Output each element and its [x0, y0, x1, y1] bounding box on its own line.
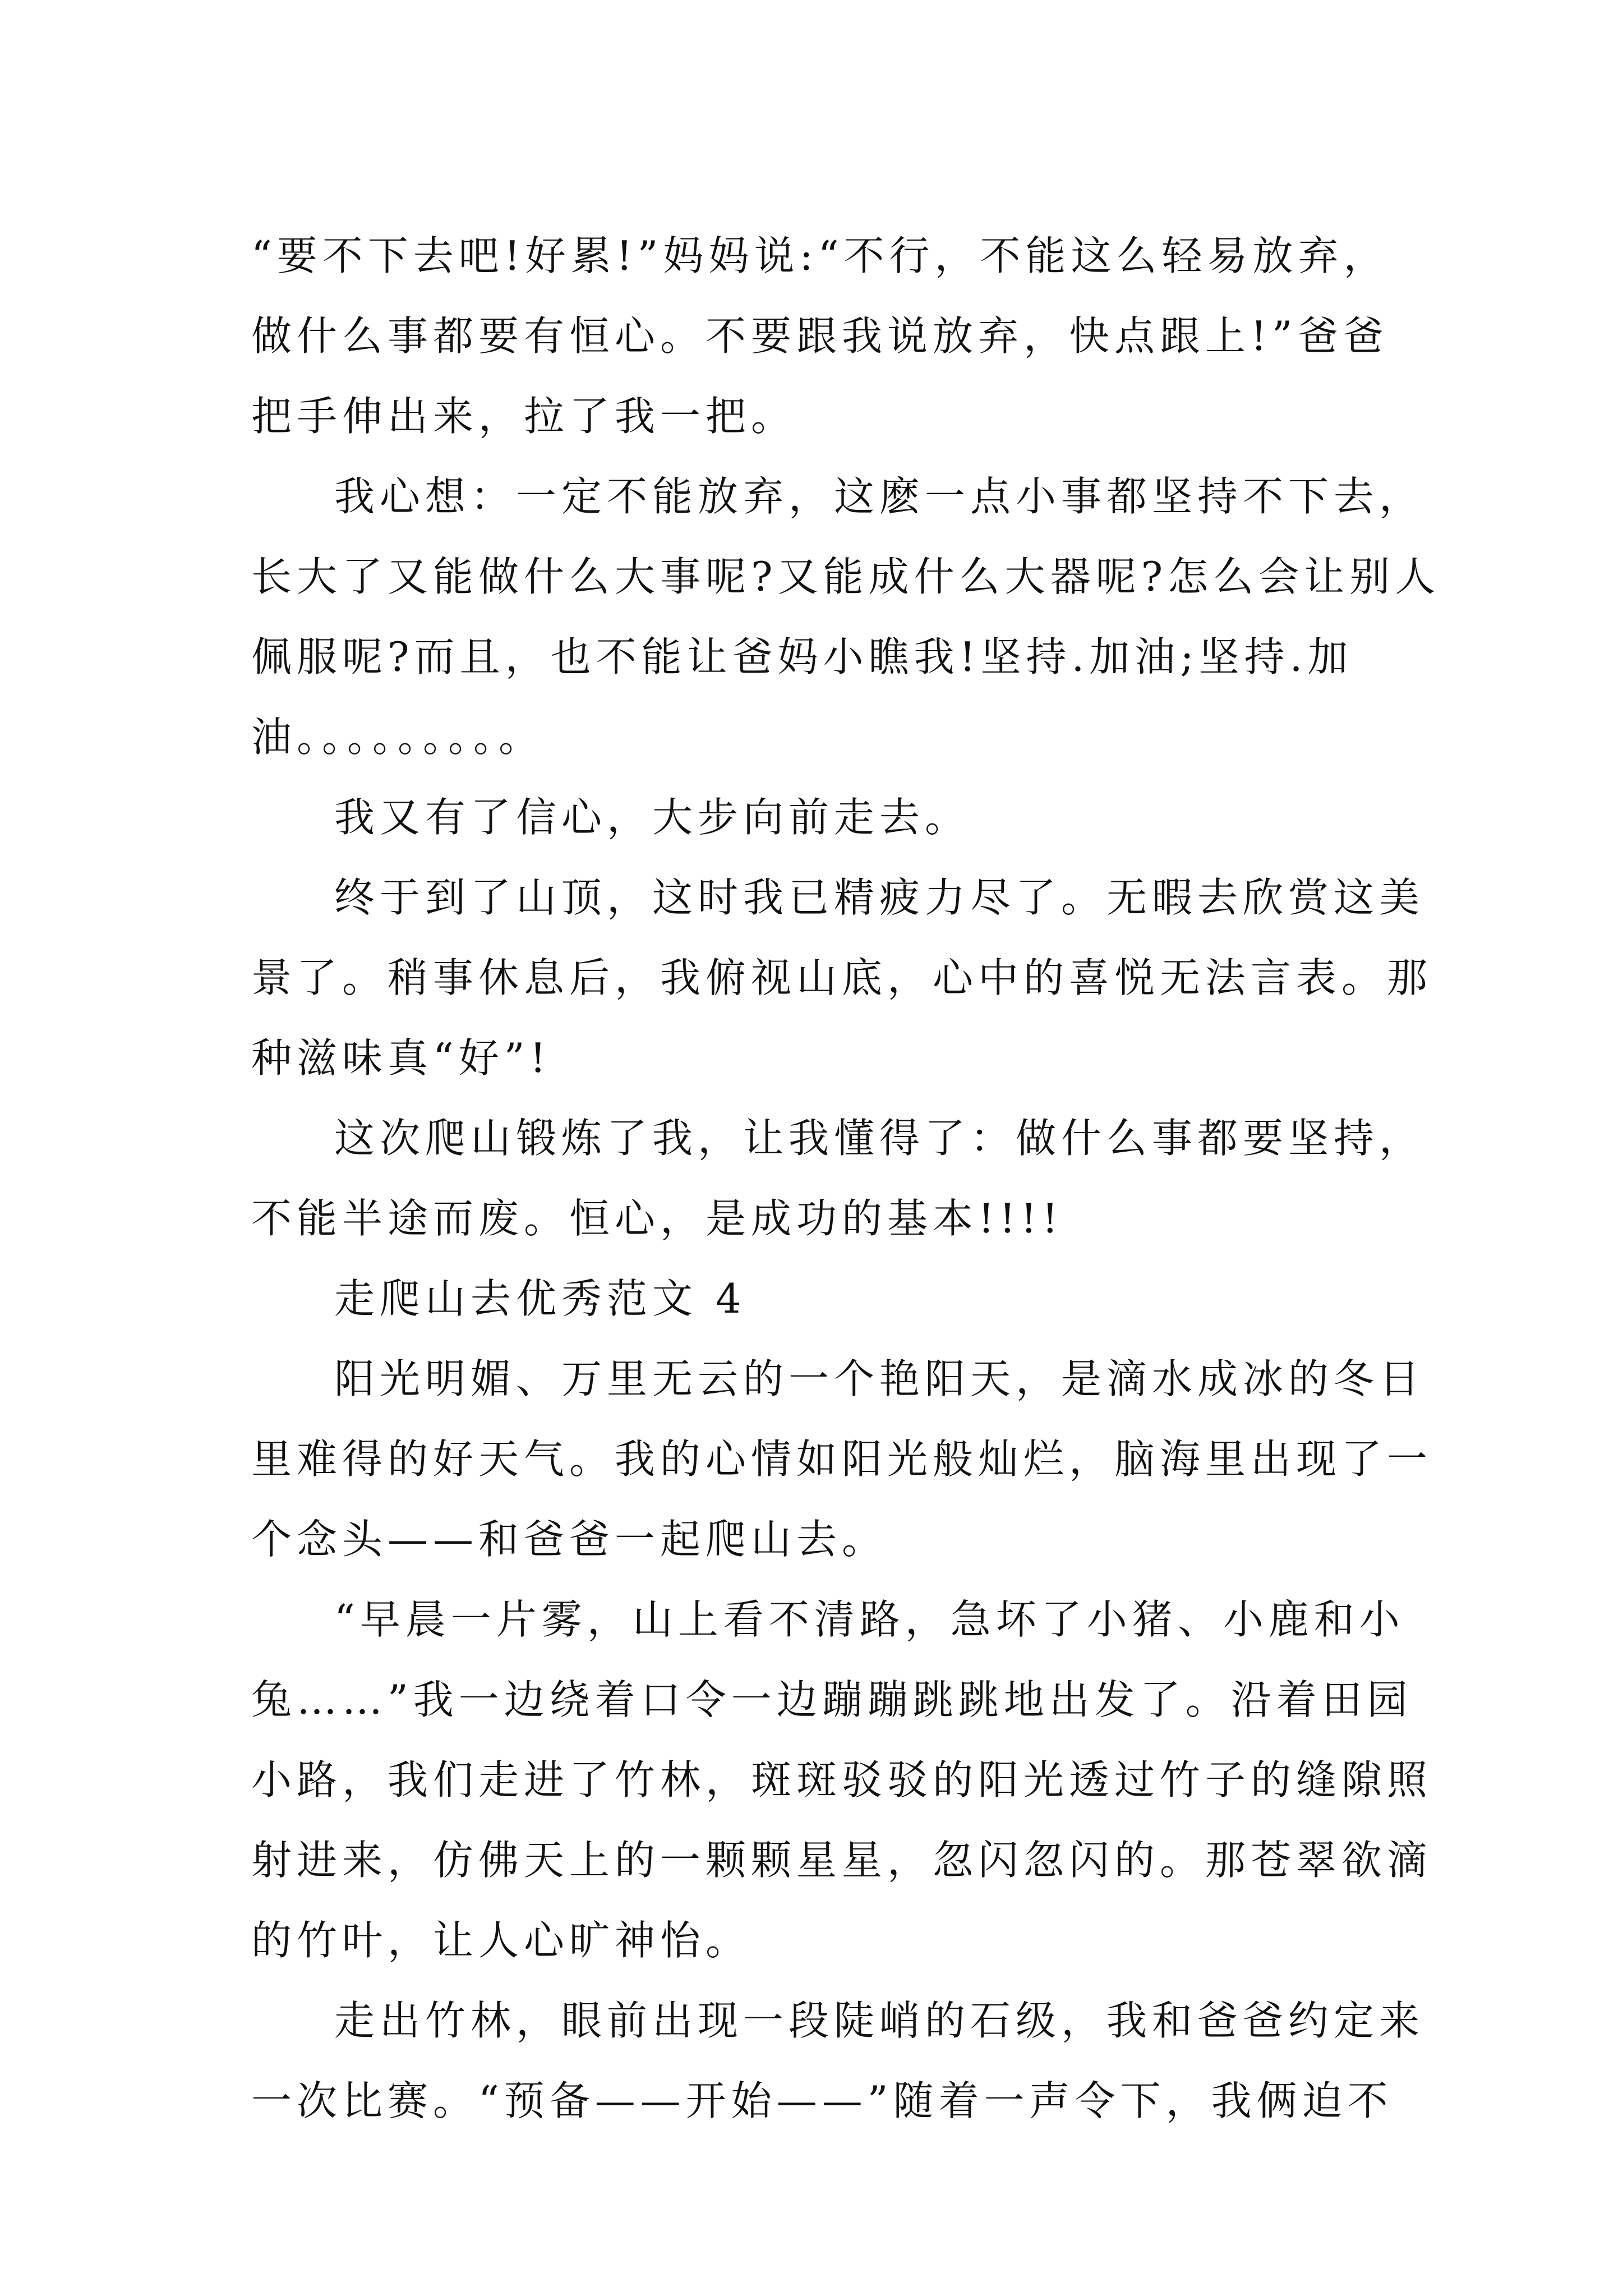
text-line: 佩服呢?而且，也不能让爸妈小瞧我!坚持.加油;坚持.加	[251, 633, 1353, 680]
text-line: 兔……”我一边绕着口令一边蹦蹦跳跳地出发了。沿着田园	[251, 1676, 1413, 1723]
text-line: 终于到了山顶，这时我已精疲力尽了。无暇去欣赏这美	[334, 874, 1425, 921]
text-line: 不能半途而废。恒心，是成功的基本!!!!	[251, 1195, 1063, 1242]
text-line: 长大了又能做什么大事呢?又能成什么大器呢?怎么会让别人	[251, 553, 1441, 600]
text-line: 的竹叶，让人心旷神怡。	[251, 1917, 751, 1964]
text-line: 射进来，仿佛天上的一颗颗星星，忽闪忽闪的。那苍翠欲滴	[251, 1837, 1433, 1884]
text-line: 景了。稍事休息后，我俯视山底，心中的喜悦无法言表。那	[251, 954, 1433, 1001]
text-line: 把手伸出来，拉了我一把。	[251, 393, 797, 440]
text-line: “早晨一片雾，山上看不清路，急坏了小猪、小鹿和小	[334, 1596, 1405, 1643]
text-line: 走出竹林，眼前出现一段陡峭的石级，我和爸爸约定来	[334, 1997, 1425, 2044]
text-line: 这次爬山锻炼了我，让我懂得了：做什么事都要坚持，	[334, 1115, 1425, 1162]
text-line: “要不下去吧!好累!”妈妈说:“不行，不能这么轻易放弃，	[251, 232, 1389, 279]
text-line: 做什么事都要有恒心。不要跟我说放弃，快点跟上!”爸爸	[251, 312, 1389, 360]
text-line: 种滋味真“好”!	[251, 1034, 551, 1082]
text-line: 个念头——和爸爸一起爬山去。	[251, 1516, 888, 1563]
document-body	[251, 216, 1441, 2141]
text-line: 油。。。。。。。。。	[251, 714, 545, 761]
text-line: 走爬山去优秀范文 4	[334, 1275, 746, 1322]
text-line: 里难得的好天气。我的心情如阳光般灿烂，脑海里出现了一	[251, 1435, 1433, 1483]
text-line: 阳光明媚、万里无云的一个艳阳天，是滴水成冰的冬日	[334, 1355, 1425, 1402]
text-line: 我心想：一定不能放弃，这麽一点小事都坚持不下去，	[334, 473, 1425, 520]
text-line: 我又有了信心，大步向前走去。	[334, 794, 971, 841]
text-line: 一次比赛。“预备——开始——”随着一声令下，我俩迫不	[251, 2077, 1393, 2124]
text-line: 小路，我们走进了竹林，斑斑驳驳的阳光透过竹子的缝隙照	[251, 1756, 1433, 1803]
